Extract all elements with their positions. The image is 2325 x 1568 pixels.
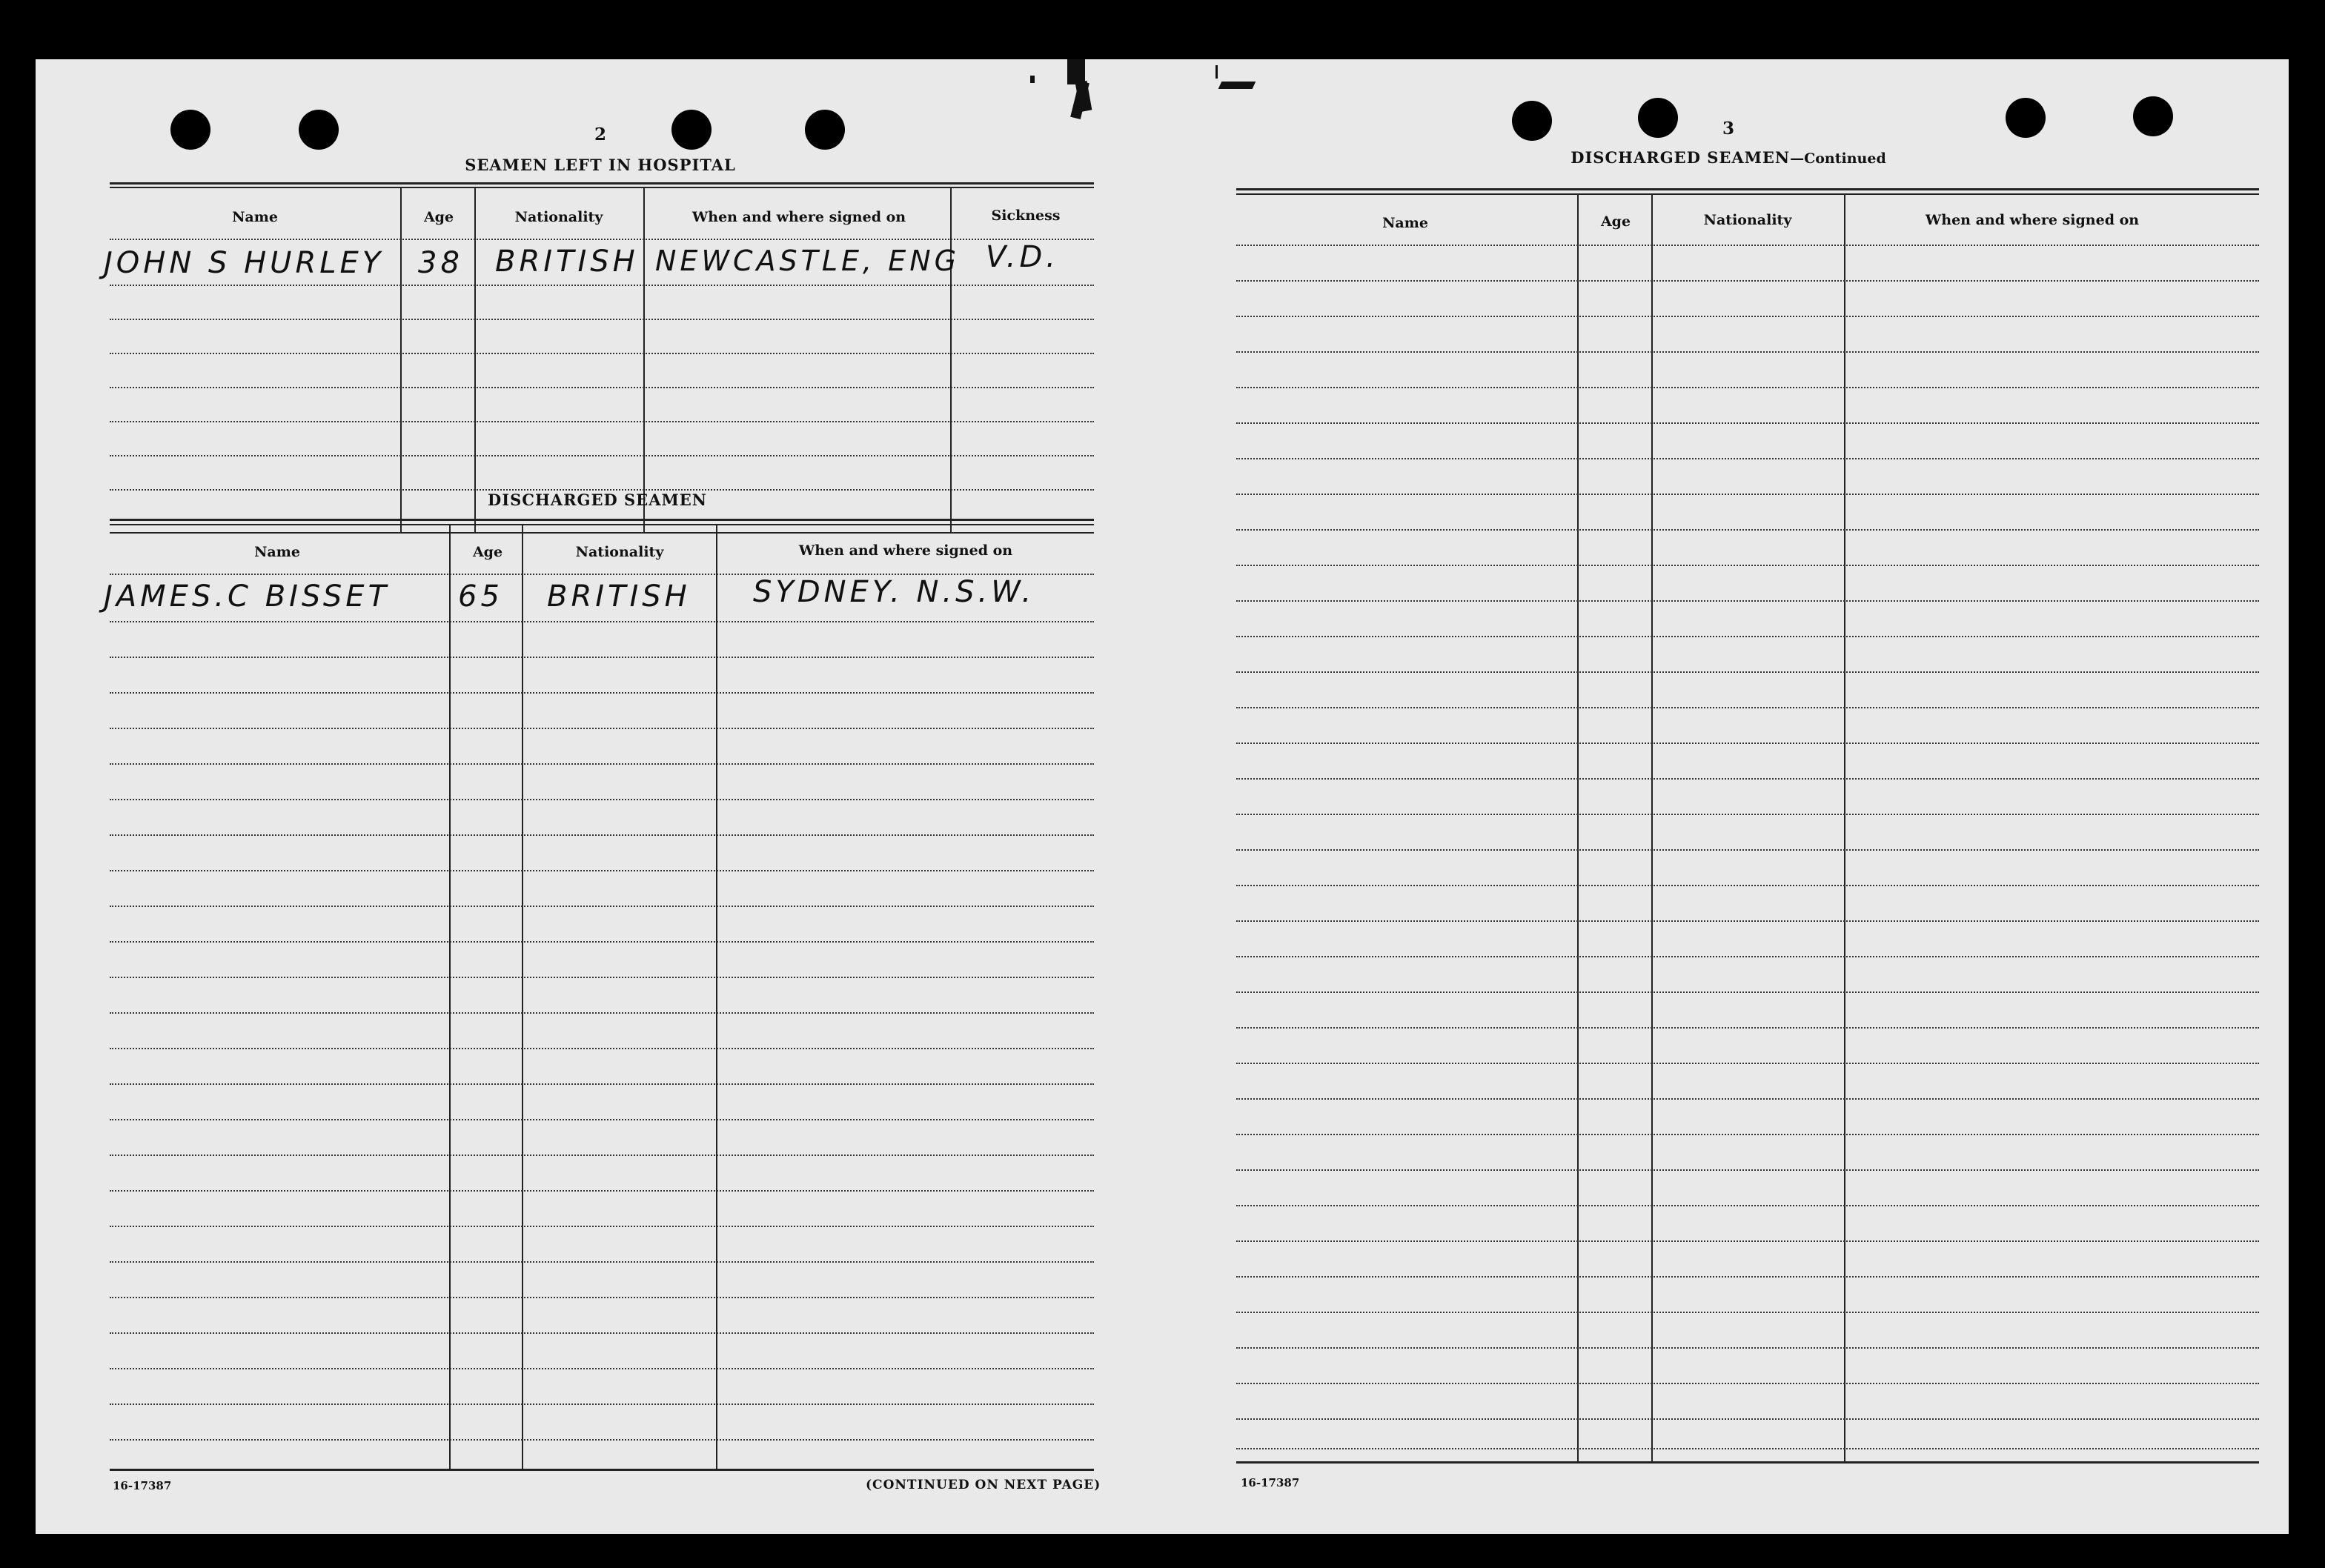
column-header-name: Name — [232, 209, 278, 225]
hospital-seaman-nationality: BRITISH — [495, 245, 639, 279]
column-divider — [1844, 195, 1845, 1462]
entry-line — [110, 1048, 1094, 1049]
entry-line — [110, 387, 1094, 388]
entry-line — [1236, 280, 2259, 282]
column-divider — [1651, 195, 1653, 1462]
discharged-seaman-signed-on: SYDNEY. N.S.W. — [753, 575, 1035, 609]
hospital-seaman-name: JOHN S HURLEY — [104, 246, 385, 280]
entry-line — [110, 319, 1094, 320]
entry-line — [1236, 1098, 2259, 1100]
entry-line — [1236, 600, 2259, 602]
entry-line — [110, 455, 1094, 456]
entry-line — [1236, 1448, 2259, 1449]
entry-line — [110, 421, 1094, 422]
entry-line — [110, 621, 1094, 622]
binding-mark — [1030, 76, 1035, 83]
section-title-suffix: —Continued — [1790, 150, 1886, 167]
entry-line — [1236, 920, 2259, 922]
section-title-discharged-continued — [1571, 148, 1886, 167]
page-number: 2 — [594, 124, 607, 144]
table-border — [110, 519, 1094, 521]
entry-line — [110, 657, 1094, 658]
column-header-signed-on: When and where signed on — [798, 542, 1013, 559]
entry-line — [1236, 991, 2259, 993]
entry-line — [110, 1155, 1094, 1156]
entry-line — [1236, 707, 2259, 708]
column-header-signed-on: When and where signed on — [1925, 212, 2140, 228]
form-number: 16-17387 — [113, 1479, 172, 1492]
table-border — [110, 187, 1094, 188]
entry-line — [1236, 565, 2259, 566]
entry-line — [1236, 458, 2259, 459]
column-divider — [716, 525, 717, 1469]
entry-line — [110, 834, 1094, 836]
table-border — [110, 524, 1094, 525]
entry-line — [1236, 1205, 2259, 1206]
entry-line — [110, 285, 1094, 286]
section-title-text: DISCHARGED SEAMEN — [1571, 148, 1791, 167]
entry-line — [110, 763, 1094, 765]
column-header-age: Age — [472, 544, 503, 560]
hospital-seaman-age: 38 — [418, 246, 463, 280]
entry-line — [1236, 1383, 2259, 1384]
entry-line — [1236, 1169, 2259, 1171]
entry-line — [110, 799, 1094, 800]
entry-line — [1236, 1134, 2259, 1135]
continued-note: (CONTINUED ON NEXT PAGE) — [866, 1478, 1101, 1492]
entry-line — [1236, 743, 2259, 744]
table-border — [110, 1469, 1094, 1471]
entry-line — [1236, 1312, 2259, 1313]
table-border — [1236, 193, 2259, 195]
entry-line — [1236, 422, 2259, 424]
entry-line — [110, 1332, 1094, 1334]
column-divider — [522, 525, 523, 1469]
table-border — [1236, 1461, 2259, 1464]
entry-line — [110, 906, 1094, 907]
entry-line — [110, 870, 1094, 871]
entry-line — [110, 977, 1094, 978]
entry-line — [1236, 529, 2259, 531]
entry-line — [1236, 1347, 2259, 1349]
page-number: 3 — [1722, 119, 1735, 139]
entry-line — [1236, 956, 2259, 957]
entry-line — [1236, 1276, 2259, 1278]
entry-line — [110, 1368, 1094, 1369]
entry-line — [110, 728, 1094, 729]
column-header-signed-on: When and where signed on — [691, 209, 906, 225]
punch-hole — [170, 110, 210, 150]
column-header-sickness: Sickness — [991, 207, 1061, 224]
column-header-age: Age — [1600, 213, 1631, 230]
column-header-nationality: Nationality — [1703, 212, 1792, 228]
punch-hole — [2006, 98, 2046, 138]
section-title-hospital: SEAMEN LEFT IN HOSPITAL — [465, 156, 736, 174]
entry-line — [110, 1083, 1094, 1085]
entry-line — [1236, 1418, 2259, 1420]
punch-hole — [2133, 96, 2173, 136]
entry-line — [1236, 849, 2259, 851]
entry-line — [1236, 494, 2259, 495]
entry-line — [110, 692, 1094, 694]
header-underline — [1236, 245, 2259, 246]
column-header-age: Age — [423, 209, 454, 225]
entry-line — [1236, 671, 2259, 673]
table-border — [1236, 188, 2259, 190]
column-header-name: Name — [1382, 215, 1428, 231]
column-header-nationality: Nationality — [514, 209, 603, 225]
punch-hole — [1638, 98, 1678, 138]
form-number: 16-17387 — [1241, 1476, 1300, 1489]
punch-hole — [671, 110, 712, 150]
section-title-discharged: DISCHARGED SEAMEN — [488, 491, 707, 509]
entry-line — [1236, 387, 2259, 388]
punch-hole — [1512, 101, 1552, 141]
discharged-seaman-nationality: BRITISH — [547, 579, 691, 614]
entry-line — [1236, 1240, 2259, 1242]
entry-line — [110, 1226, 1094, 1227]
entry-line — [1236, 316, 2259, 317]
entry-line — [1236, 885, 2259, 886]
entry-line — [1236, 1027, 2259, 1029]
entry-line — [110, 353, 1094, 354]
column-divider — [449, 525, 451, 1469]
entry-line — [1236, 778, 2259, 780]
entry-line — [1236, 814, 2259, 815]
discharged-seaman-name: JAMES.C BISSET — [104, 579, 390, 614]
entry-line — [110, 1012, 1094, 1014]
entry-line — [110, 1190, 1094, 1192]
entry-line — [110, 1439, 1094, 1441]
column-header-nationality: Nationality — [575, 544, 664, 560]
entry-line — [1236, 1063, 2259, 1064]
binding-mark — [1215, 65, 1218, 79]
header-underline — [110, 239, 1094, 240]
entry-line — [1236, 636, 2259, 637]
entry-line — [110, 1119, 1094, 1120]
entry-line — [110, 1261, 1094, 1263]
punch-hole — [299, 110, 339, 150]
column-header-name: Name — [254, 544, 300, 560]
table-border — [110, 532, 1094, 534]
discharged-seaman-age: 65 — [458, 579, 503, 614]
column-divider — [1577, 195, 1579, 1462]
binding-mark — [1218, 82, 1256, 89]
punch-hole — [805, 110, 845, 150]
scanned-document — [36, 59, 2289, 1534]
hospital-seaman-sickness: V.D. — [986, 240, 1060, 274]
entry-line — [110, 941, 1094, 943]
table-border — [110, 182, 1094, 185]
entry-line — [1236, 351, 2259, 353]
hospital-seaman-signed-on: NEWCASTLE, ENG — [655, 245, 961, 277]
entry-line — [110, 1403, 1094, 1405]
entry-line — [110, 1297, 1094, 1298]
